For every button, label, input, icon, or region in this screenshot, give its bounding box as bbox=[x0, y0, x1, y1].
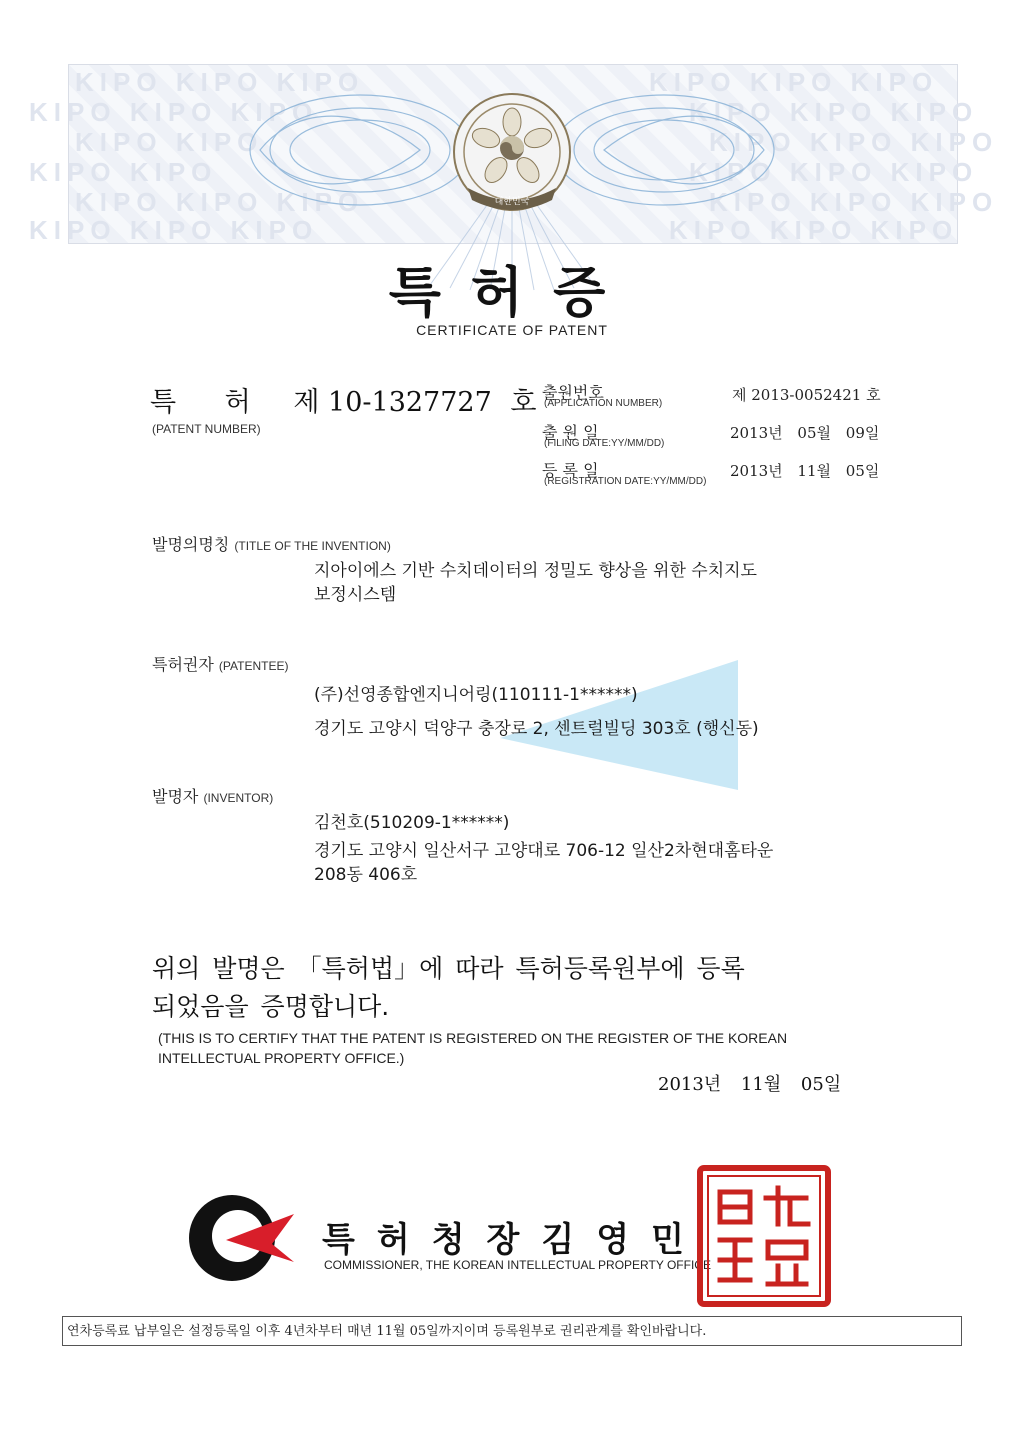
watermark: KIPO KIPO KIPO bbox=[29, 97, 319, 127]
watermark: KIPO KIPO KIPO bbox=[689, 157, 979, 187]
commissioner-title: 특허청장김영민 bbox=[322, 1220, 706, 1260]
commissioner-title-en: COMMISSIONER, THE KOREAN INTELLECTUAL PROPERTY OFFICE bbox=[324, 1258, 711, 1272]
inventor-name: 김천호(510209-1******) bbox=[314, 813, 510, 833]
registration-date-label: 등 록 일 bbox=[542, 461, 599, 480]
registration-date-label-en: (REGISTRATION DATE:YY/MM/DD) bbox=[544, 476, 707, 487]
application-number-label: 출원번호 bbox=[542, 383, 604, 402]
certification-statement: 위의 발명은 「특허법」에 따라 특허등록원부에 등록 되었음을 증명합니다. bbox=[152, 954, 745, 1021]
page-title: 특허증 bbox=[388, 261, 636, 324]
filing-date-label-en: (FILING DATE:YY/MM/DD) bbox=[544, 438, 665, 449]
filing-date-label: 출 원 일 bbox=[542, 423, 599, 442]
watermark: KIPO KIPO KIPO bbox=[709, 127, 999, 157]
certification-date: 2013년 11월 05일 bbox=[658, 1074, 842, 1095]
patent-number-label: (PATENT NUMBER) bbox=[152, 422, 261, 436]
invention-title-label: 발명의명칭 (TITLE OF THE INVENTION) bbox=[152, 535, 391, 554]
patentee-address: 경기도 고양시 덕양구 충장로 2, 센트럴빌딩 303호 (행신동) bbox=[314, 719, 759, 739]
official-seal bbox=[694, 1162, 834, 1310]
inventor-address-line-1: 경기도 고양시 일산서구 고양대로 706-12 일산2차현대홈타운 bbox=[314, 841, 774, 861]
watermark: KIPO KIPO KIPO bbox=[649, 67, 939, 97]
watermark: KIPO KIPO KIPO bbox=[689, 97, 979, 127]
filing-date: 2013년 05월 09일 bbox=[730, 424, 880, 442]
inventor-address-line-2: 208동 406호 bbox=[314, 865, 418, 885]
kipo-logo-icon bbox=[186, 1192, 298, 1284]
patentee-label: 특허권자 (PATENTEE) bbox=[152, 655, 289, 674]
invention-title-line-1: 지아이에스 기반 수치데이터의 정밀도 향상을 위한 수치지도 bbox=[314, 561, 757, 581]
application-number-label-en: (APPLICATION NUMBER) bbox=[544, 398, 663, 409]
watermark: KIPO KIPO KIPO bbox=[75, 67, 365, 97]
watermark: KIPO KIPO KIPO bbox=[709, 187, 999, 217]
watermark: KIPO KIPO KIPO bbox=[669, 215, 959, 245]
certification-statement-en: (THIS IS TO CERTIFY THAT THE PATENT IS REGISTERED ON THE REGISTER OF THE KOREAN INTELLECTUAL PROPERTY OFFICE.) bbox=[158, 1030, 788, 1066]
invention-title-line-2: 보정시스템 bbox=[314, 585, 397, 605]
patentee-name: (주)선영종합엔지니어링(110111-1******) bbox=[314, 685, 638, 705]
application-number: 제 2013-0052421 호 bbox=[732, 386, 881, 404]
watermark: KIPO KIPO bbox=[29, 157, 218, 187]
watermark: KIPO KIPO KIPO bbox=[29, 215, 319, 245]
watermark: KIPO KIPO bbox=[75, 127, 264, 157]
inventor-label: 발명자 (INVENTOR) bbox=[152, 787, 274, 806]
patent-number: 특 허 제 10-1327727 호 bbox=[150, 387, 537, 418]
page-subtitle: CERTIFICATE OF PATENT bbox=[416, 322, 608, 338]
registration-date: 2013년 11월 05일 bbox=[730, 462, 880, 480]
svg-text:대한민국: 대한민국 bbox=[494, 197, 530, 207]
footer-note: 연차등록료 납부일은 설정등록일 이후 4년차부터 매년 11월 05일까지이며 등록원부로 권리관계를 확인바랍니다. bbox=[62, 1316, 962, 1346]
watermark: KIPO KIPO KIPO bbox=[75, 187, 365, 217]
